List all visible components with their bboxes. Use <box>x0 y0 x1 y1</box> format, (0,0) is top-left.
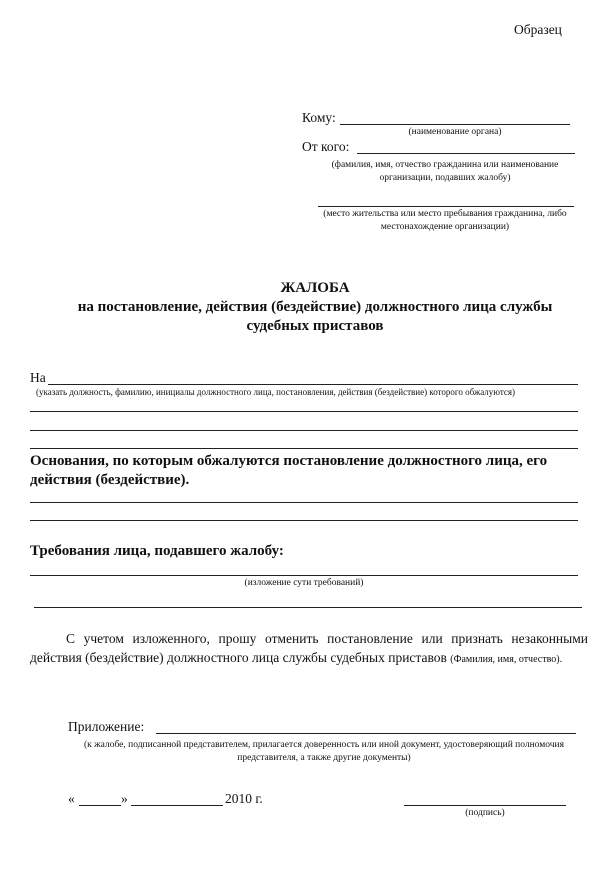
date-year: 2010 г. <box>225 791 263 806</box>
attachment-line[interactable] <box>156 733 576 734</box>
address-caption: (место жительства или место пребывания гражданина, либо местонахождение организации) <box>323 209 567 232</box>
signature-line[interactable] <box>404 805 566 806</box>
document-subtitle-line-1: на постановление, действия (бездействие) должностного лица службы <box>77 299 553 315</box>
from-caption: (фамилия, имя, отчество гражданина или наименование организации, подавших жалобу) <box>331 160 559 183</box>
signature-caption: (подпись) <box>465 808 505 818</box>
on-label: На <box>30 370 46 385</box>
grounds-line-1[interactable] <box>30 502 578 503</box>
on-line[interactable] <box>48 384 578 385</box>
grounds-line-2[interactable] <box>30 520 578 521</box>
on-caption: (указать должность, фамилию, инициалы должностного лица, постановления, действия (бездействие) которого обжалуются) <box>36 387 516 397</box>
on-blank-line-2[interactable] <box>30 430 578 431</box>
sample-mark: Образец <box>514 22 562 37</box>
document-subtitle-line-2: судебных приставов <box>246 318 384 334</box>
demands-caption: (изложение сути требований) <box>244 578 364 588</box>
to-caption: (наименование органа) <box>408 127 502 137</box>
to-label: Кому: <box>302 110 336 125</box>
demands-line-2[interactable] <box>34 607 582 608</box>
date-month-line[interactable] <box>131 805 223 806</box>
document-title: ЖАЛОБА <box>280 280 350 296</box>
on-blank-line-3[interactable] <box>30 448 578 449</box>
from-line[interactable] <box>357 153 575 154</box>
on-blank-line-1[interactable] <box>30 411 578 412</box>
grounds-heading: Основания, по которым обжалуются постановление должностного лица, его действия (бездействие). <box>30 453 548 488</box>
attachment-caption: (к жалобе, подписанной представителем, прилагается доверенность или иной документ, удостоверяющий полномочия представителя, а также другие документы) <box>83 740 565 763</box>
date-close-quote: » <box>121 791 128 806</box>
demands-heading: Требования лица, подавшего жалобу: <box>30 543 284 559</box>
demands-line-1[interactable] <box>30 575 578 576</box>
date-day-line[interactable] <box>79 805 121 806</box>
request-text: С учетом изложенного, прошу отменить постановление или признать незаконными действия (бездействие) должностного лица службы судебных приставов <box>30 631 588 665</box>
from-label: От кого: <box>302 139 350 154</box>
attachment-label: Приложение: <box>68 719 145 734</box>
date-open-quote: « <box>68 791 75 806</box>
to-line[interactable] <box>340 124 570 125</box>
request-suffix: (Фамилия, имя, отчество). <box>450 654 563 665</box>
request-paragraph <box>30 629 588 667</box>
address-line[interactable] <box>318 206 574 207</box>
